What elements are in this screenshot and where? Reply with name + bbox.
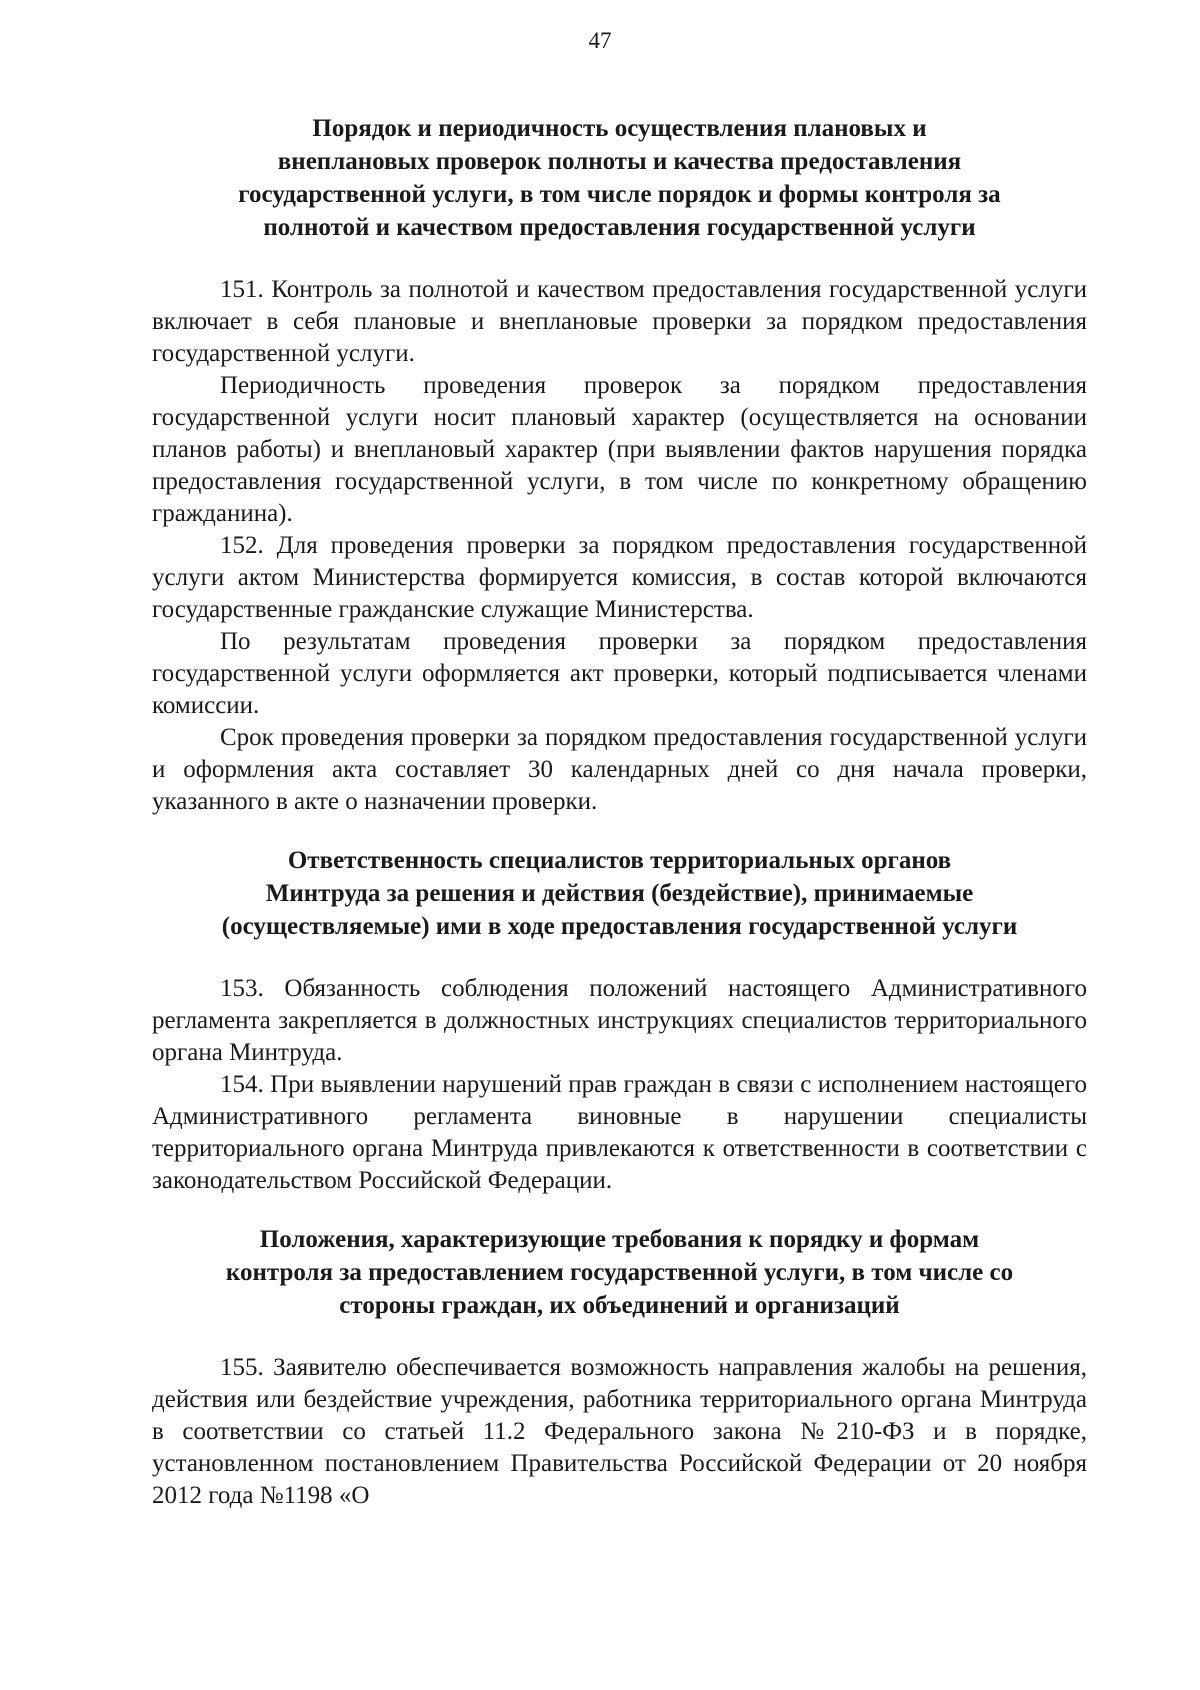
heading-line: Ответственность специалистов территориальных органов: [287, 847, 952, 874]
paragraph-154: 154. При выявлении нарушений прав граждан в связи с исполнением настоящего Административного регламента виновные в нарушении специалисты территориального органа Минтруда привлекаются к ответственности в соответствии с законодательством Российской Федерации.: [152, 1071, 1087, 1194]
spacer: [152, 1197, 1087, 1223]
section-heading-responsibility: [152, 844, 1087, 943]
heading-line: Положения, характеризующие требования к порядку и формам: [259, 1226, 980, 1253]
spacer: [152, 943, 1087, 973]
paragraph-153: 153. Обязанность соблюдения положений настоящего Административного регламента закрепляется в должностных инструкциях специалистов территориального органа Минтруда.: [152, 975, 1087, 1066]
section-heading-control-requirements: [152, 1223, 1087, 1322]
heading-line: стороны граждан, их объединений и организаций: [339, 1292, 900, 1319]
paragraph-155: 155. Заявителю обеспечивается возможность направления жалобы на решения, действия или бездействие учреждения, работника территориального органа Минтруда в соответствии со статьей 11.2 Федерального закона №210-ФЗ и в порядке, установленном постановлением Правительства Российской Федерации от 20 ноября 2012 года №1198 «О: [152, 1354, 1087, 1509]
heading-line: Минтруда за решения и действия (бездействие), принимаемые: [265, 880, 974, 907]
paragraph-152: 152. Для проведения проверки за порядком предоставления государственной услуги актом Министерства формируется комиссия, в состав которой включаются государственные гражданские служащие Министерства.: [152, 532, 1087, 623]
heading-line: (осуществляемые) ими в ходе предоставления государственной услуги: [221, 913, 1018, 940]
section-heading-control-procedure: [152, 112, 1087, 244]
heading-line: полнотой и качеством предоставления государственной услуги: [263, 214, 976, 241]
heading-line: внеплановых проверок полноты и качества предоставления: [277, 148, 962, 175]
page-number: 47: [588, 28, 612, 53]
heading-line: Порядок и периодичность осуществления плановых и: [312, 115, 927, 142]
document-body: [152, 112, 1087, 1512]
paragraph-151: 151. Контроль за полнотой и качеством предоставления государственной услуги включает в себя плановые и внеплановые проверки за порядком предоставления государственной услуги.: [152, 276, 1087, 367]
heading-line: контроля за предоставлением государственной услуги, в том числе со: [225, 1259, 1014, 1286]
spacer: [152, 244, 1087, 274]
paragraph-periodicity: Периодичность проведения проверок за порядком предоставления государственной услуги носит плановый характер (осуществляется на основании планов работы) и внеплановый характер (при выявлении фактов нарушения порядка предоставления государственной услуги, в том числе по конкретному обращению гражданина).: [152, 372, 1087, 527]
spacer: [152, 1322, 1087, 1352]
spacer: [152, 818, 1087, 844]
paragraph-inspection-term: Срок проведения проверки за порядком предоставления государственной услуги и оформления акта составляет 30 календарных дней со дня начала проверки, указанного в акте о назначении проверки.: [152, 724, 1087, 815]
paragraph-inspection-results: По результатам проведения проверки за порядком предоставления государственной услуги оформляется акт проверки, который подписывается членами комиссии.: [152, 628, 1087, 719]
heading-line: государственной услуги, в том числе порядок и формы контроля за: [238, 181, 1001, 208]
